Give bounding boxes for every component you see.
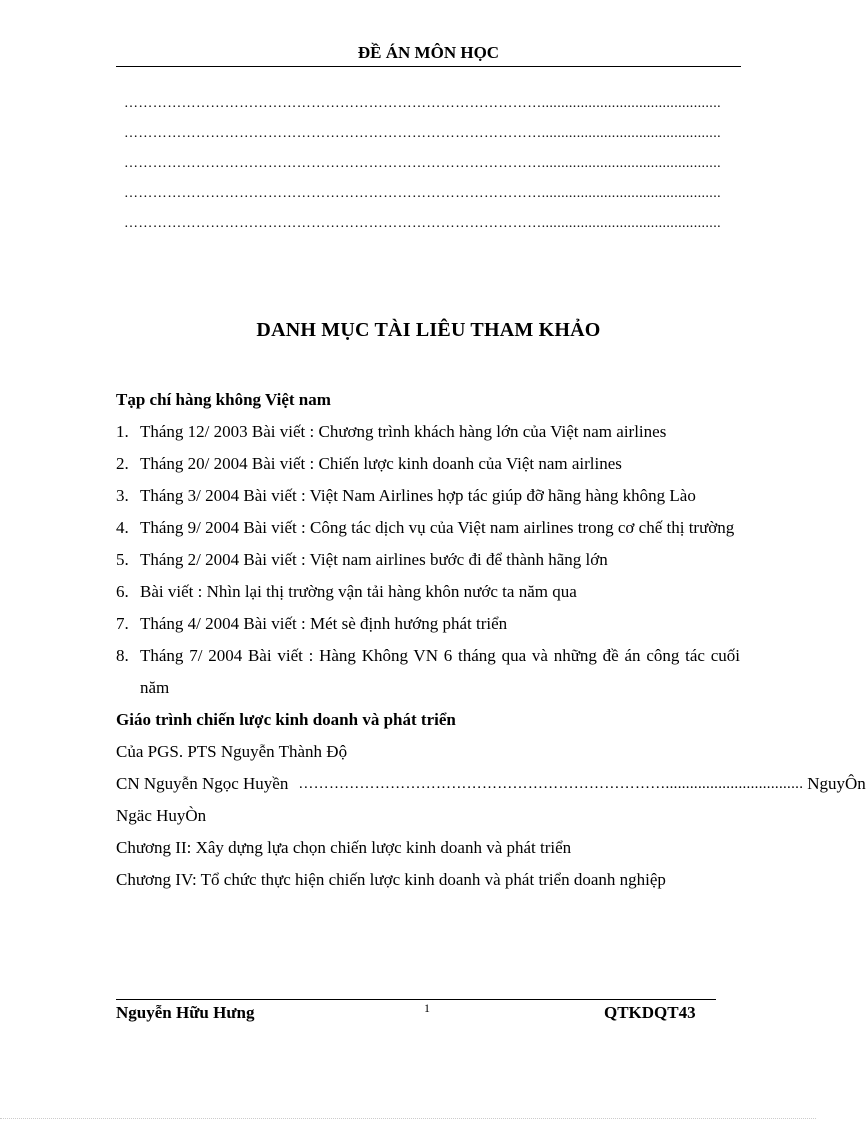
page-header	[116, 42, 741, 67]
list-item-text: Tháng 2/ 2004 Bài viết : Việt nam airlines bước đi để thành hãng lớn	[140, 550, 608, 569]
list-item	[116, 480, 740, 512]
footer-page-number: 1	[424, 1001, 430, 1015]
list-item-text: Tháng 4/ 2004 Bài viết : Mét sè định hướng phát triển	[140, 614, 508, 633]
references-title: DANH MỤC TÀI LIÊU THAM KHẢO	[256, 319, 601, 341]
list-item	[116, 608, 740, 640]
footer-author: Nguyễn Hữu Hưng	[116, 1003, 255, 1022]
list-item	[116, 448, 740, 480]
list-item-number: 1.	[116, 422, 129, 441]
cn-author-dots: ………………………………………………………………..................................	[298, 776, 804, 792]
list-item-number: 2.	[116, 454, 129, 473]
list-item-number: 8.	[116, 646, 129, 665]
reference-list	[116, 416, 740, 704]
list-item-number: 6.	[116, 582, 129, 601]
dotted-line: ……………………………………………………………………………..............................................	[124, 156, 721, 171]
list-item	[116, 576, 740, 608]
page-header-title: ĐỀ ÁN MÔN HỌC	[357, 43, 500, 62]
list-item-text: Tháng 3/ 2004 Bài viết : Việt Nam Airlines hợp tác giúp đỡ hãng hàng không Lào	[140, 486, 696, 505]
list-item-text: Tháng 20/ 2004 Bài viết : Chiến lược kinh doanh của Việt nam airlines	[140, 454, 622, 473]
dotted-line: ……………………………………………………………………………..............................................	[124, 126, 721, 141]
textbook-heading: Giáo trình chiến lược kinh doanh và phát triển	[116, 710, 456, 729]
list-item-text: Tháng 9/ 2004 Bài viết : Công tác dịch vụ của Việt nam airlines trong cơ chế thị trường	[140, 518, 735, 537]
list-item	[116, 544, 740, 576]
list-item	[116, 640, 740, 704]
cn-author-tail: NguyÔn	[807, 774, 866, 793]
list-item	[116, 416, 740, 448]
footer-code: QTKDQT43	[604, 1003, 696, 1022]
cn-author-line	[116, 768, 866, 800]
chapter-2-line: Chương II: Xây dựng lựa chọn chiến lược kinh doanh và phát triển	[116, 838, 572, 857]
cn-author-name: CN Nguyễn Ngọc Huyền	[116, 774, 289, 793]
list-item-text: Tháng 7/ 2004 Bài viết : Hàng Không VN 6 tháng qua và những đề án công tác cuối năm	[140, 646, 740, 697]
list-item-number: 7.	[116, 614, 129, 633]
page-bottom-divider	[0, 1118, 816, 1119]
chapter-4-line: Chương IV: Tổ chức thực hiện chiến lược kinh doanh và phát triển doanh nghiệp	[116, 870, 666, 889]
list-item-number: 3.	[116, 486, 129, 505]
list-item-text: Tháng 12/ 2003 Bài viết : Chương trình khách hàng lớn của Việt nam airlines	[140, 422, 667, 441]
dotted-line: ……………………………………………………………………………..............................................	[124, 216, 721, 231]
references-content	[116, 384, 866, 896]
dotted-fill-lines	[124, 93, 740, 243]
cn-author-continuation: Ngäc HuyÒn	[116, 806, 207, 825]
author-line: Của PGS. PTS Nguyễn Thành Độ	[116, 742, 348, 761]
list-item-number: 5.	[116, 550, 129, 569]
list-item-text: Bài viết : Nhìn lại thị trường vận tải hàng khôn nước ta năm qua	[140, 582, 577, 601]
journal-heading: Tạp chí hàng không Việt nam	[116, 390, 331, 409]
footer-divider	[116, 999, 716, 1000]
list-item-number: 4.	[116, 518, 129, 537]
list-item	[116, 512, 740, 544]
dotted-line: ……………………………………………………………………………..............................................	[124, 96, 721, 111]
dotted-line: ……………………………………………………………………………..............................................	[124, 186, 721, 201]
